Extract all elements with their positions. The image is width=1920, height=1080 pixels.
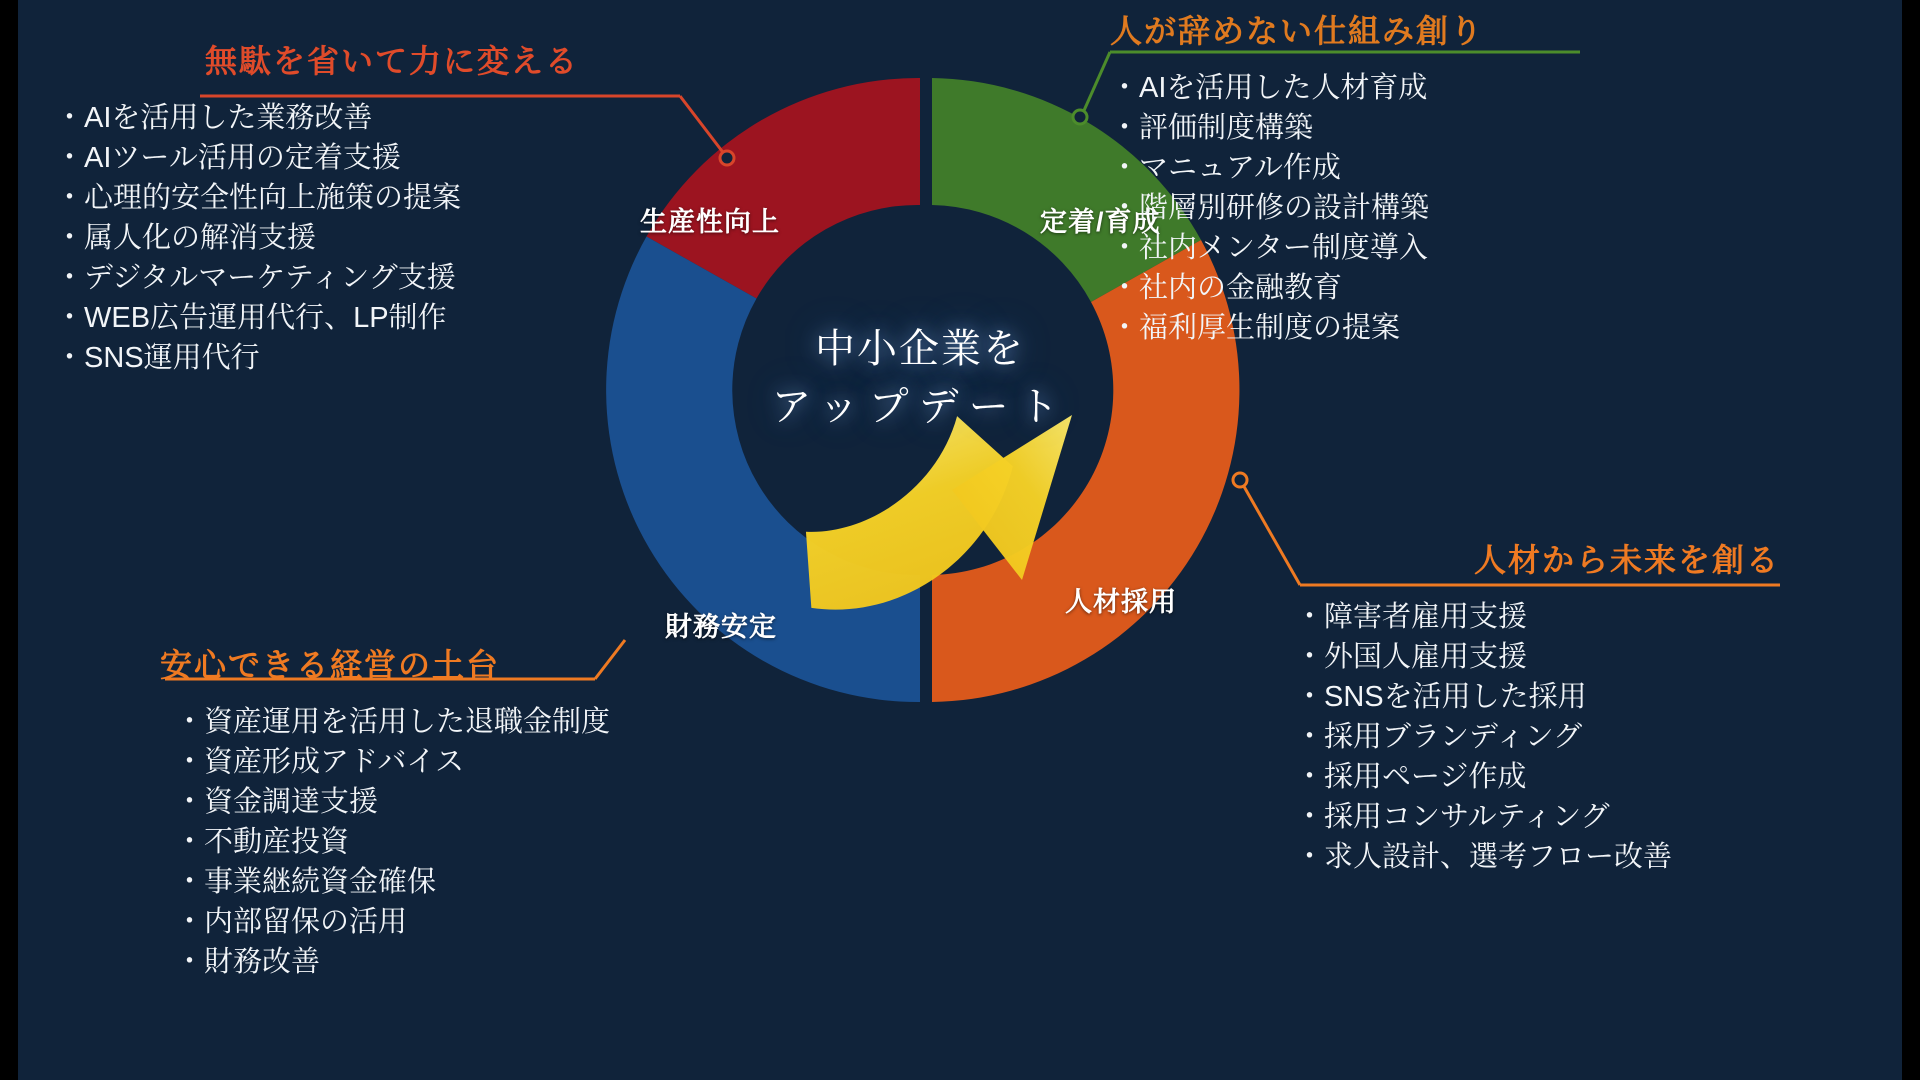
list-item: ・ SNS運用代行 <box>55 338 585 378</box>
list-item: ・ 社内メンター制度導入 <box>1110 228 1580 268</box>
list-item: ・ 事業継続資金確保 <box>175 862 720 902</box>
callout-productivity-list <box>55 98 585 378</box>
list-item: ・ 採用ブランディング <box>1295 717 1780 757</box>
wheel-label-retention: 定着/育成 <box>1040 207 1161 237</box>
list-item: ・ 障害者雇用支援 <box>1295 597 1780 637</box>
list-item: ・ 採用ページ作成 <box>1295 757 1780 797</box>
list-item: ・ 採用コンサルティング <box>1295 797 1780 837</box>
callout-finance <box>160 640 720 982</box>
center-slogan-line1: 中小企業を <box>815 327 1025 371</box>
callout-productivity-title: 無駄を省いて力に変える <box>205 43 580 79</box>
list-item: ・ 内部留保の活用 <box>175 902 720 942</box>
callout-productivity <box>55 36 585 378</box>
list-item: ・ 資産運用を活用した退職金制度 <box>175 702 720 742</box>
list-item: ・ デジタルマーケティング支援 <box>55 258 585 298</box>
list-item: ・ 資金調達支援 <box>175 782 720 822</box>
callout-finance-title: 安心できる経営の土台 <box>160 647 501 683</box>
wheel-label-finance: 財務安定 <box>665 612 777 642</box>
list-item: ・ 求人設計、選考フロー改善 <box>1295 837 1780 877</box>
list-item: ・ 社内の金融教育 <box>1110 268 1580 308</box>
callout-finance-list <box>175 702 720 982</box>
list-item: ・ AIを活用した人材育成 <box>1110 68 1580 108</box>
list-item: ・ 階層別研修の設計構築 <box>1110 188 1580 228</box>
center-slogan-line2: アップデート <box>771 385 1069 429</box>
wheel-label-productivity: 生産性向上 <box>640 207 780 237</box>
list-item: ・ 心理的安全性向上施策の提案 <box>55 178 585 218</box>
callout-recruit <box>1300 535 1780 877</box>
callout-retention-title: 人が辞めない仕組み創り <box>1110 13 1485 49</box>
list-item: ・ 財務改善 <box>175 942 720 982</box>
list-item: ・ AIツール活用の定着支援 <box>55 138 585 178</box>
list-item: ・ AIを活用した業務改善 <box>55 98 585 138</box>
list-item: ・ 資産形成アドバイス <box>175 742 720 782</box>
list-item: ・ 不動産投資 <box>175 822 720 862</box>
callout-recruit-title: 人材から未来を創る <box>1473 542 1780 578</box>
list-item: ・ 属人化の解消支援 <box>55 218 585 258</box>
list-item: ・ SNSを活用した採用 <box>1295 677 1780 717</box>
list-item: ・ 福利厚生制度の提案 <box>1110 308 1580 348</box>
list-item: ・ 外国人雇用支援 <box>1295 637 1780 677</box>
wheel-label-recruit: 人材採用 <box>1065 587 1177 617</box>
list-item: ・ マニュアル作成 <box>1110 148 1580 188</box>
callout-recruit-list <box>1295 597 1780 877</box>
list-item: ・ WEB広告運用代行、LP制作 <box>55 298 585 338</box>
callout-retention-list <box>1110 68 1580 348</box>
list-item: ・ 評価制度構築 <box>1110 108 1580 148</box>
callout-retention <box>1110 6 1580 348</box>
